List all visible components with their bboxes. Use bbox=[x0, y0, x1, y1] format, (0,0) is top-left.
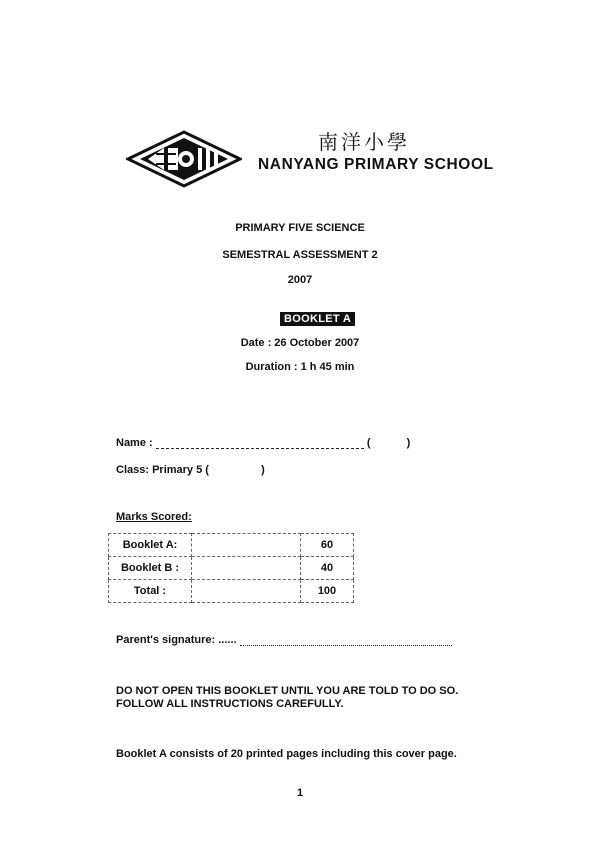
signature-field[interactable] bbox=[116, 634, 452, 646]
school-chinese-name: 南洋小學 bbox=[318, 130, 410, 154]
pages-note: Booklet A consists of 20 printed pages including this cover page. bbox=[116, 748, 457, 760]
signature-line[interactable] bbox=[240, 645, 452, 646]
class-paren-close: ) bbox=[261, 464, 265, 476]
class-field[interactable] bbox=[116, 464, 265, 476]
max-mark: 60 bbox=[301, 534, 354, 557]
name-label: Name : bbox=[116, 437, 153, 449]
school-name: NANYANG PRIMARY SCHOOL bbox=[258, 156, 494, 173]
score-cell[interactable] bbox=[192, 580, 301, 603]
score-cell[interactable] bbox=[192, 557, 301, 580]
max-mark: 100 bbox=[301, 580, 354, 603]
row-label: Total : bbox=[109, 580, 192, 603]
score-cell[interactable] bbox=[192, 534, 301, 557]
table-row bbox=[109, 557, 354, 580]
booklet-label: BOOKLET A bbox=[280, 312, 355, 326]
exam-duration: Duration : 1 h 45 min bbox=[245, 361, 355, 373]
page-number: 1 bbox=[296, 787, 304, 799]
subject-title: PRIMARY FIVE SCIENCE bbox=[235, 222, 365, 234]
max-mark: 40 bbox=[301, 557, 354, 580]
class-label: Class: Primary 5 ( bbox=[116, 464, 209, 476]
exam-date: Date : 26 October 2007 bbox=[240, 337, 360, 349]
register-paren-close: ) bbox=[406, 437, 411, 449]
signature-label: Parent's signature: ...... bbox=[116, 634, 237, 646]
table-row bbox=[109, 580, 354, 603]
row-label: Booklet B : bbox=[109, 557, 192, 580]
assessment-year: 2007 bbox=[287, 274, 313, 286]
instruction-line-1: DO NOT OPEN THIS BOOKLET UNTIL YOU ARE TOLD TO DO SO. bbox=[116, 685, 459, 697]
row-label: Booklet A: bbox=[109, 534, 192, 557]
marks-table bbox=[108, 533, 354, 603]
name-field[interactable] bbox=[116, 437, 410, 449]
school-logo bbox=[126, 130, 242, 188]
table-row bbox=[109, 534, 354, 557]
name-line[interactable] bbox=[156, 438, 364, 449]
register-paren-open: ( bbox=[366, 437, 371, 449]
instruction-line-2: FOLLOW ALL INSTRUCTIONS CAREFULLY. bbox=[116, 698, 344, 710]
assessment-title: SEMESTRAL ASSESSMENT 2 bbox=[222, 249, 378, 261]
marks-heading: Marks Scored: bbox=[116, 511, 192, 523]
